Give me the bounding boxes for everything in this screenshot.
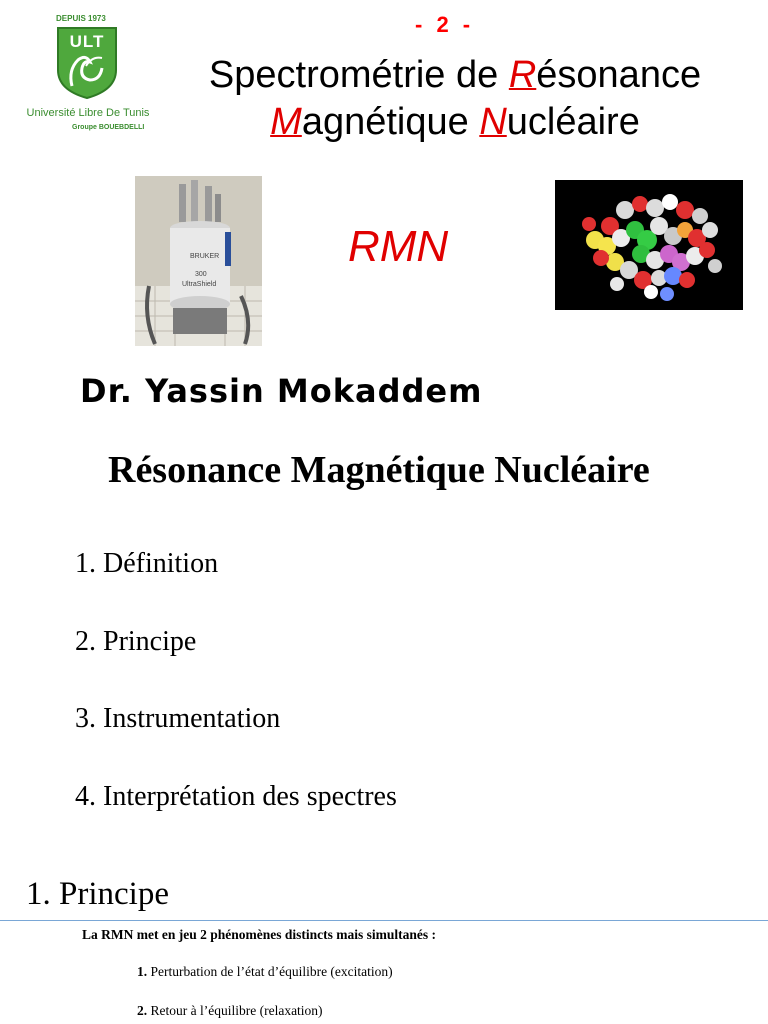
page-number: - 2 - (415, 12, 475, 37)
title-highlight-r: R (508, 54, 537, 96)
principe-intro: La RMN met en jeu 2 phénomènes distincts mais simultanés : (82, 927, 436, 942)
logo-shield-text: ULT (69, 32, 105, 51)
principe-heading: 1. Principe (26, 876, 169, 912)
toc-item: 2. Principe (75, 626, 197, 657)
title-line-2: Magnétique Nucléaire (270, 101, 640, 143)
title-highlight-n: N (479, 101, 507, 143)
section-title: Résonance Magnétique Nucléaire (108, 449, 650, 491)
logo-university-name: Université Libre De Tunis (26, 107, 150, 119)
magnet-name-label: UltraShield (182, 281, 217, 288)
principe-point-2: 2. Retour à l’équilibre (relaxation) (137, 1003, 323, 1018)
divider (0, 920, 768, 921)
acronym-rmn: RMN (348, 222, 449, 271)
molecule-image (555, 180, 743, 310)
university-logo (18, 14, 158, 149)
protein-structure-image (555, 180, 743, 310)
author-name: Dr. Yassin Mokaddem (80, 372, 483, 410)
principe-point-1: 1. Perturbation de l’état d’équilibre (excitation) (137, 964, 393, 979)
toc-item: 3. Instrumentation (75, 703, 281, 734)
magnet-brand-label: BRUKER (190, 253, 220, 260)
title-line-1: Spectrométrie de Résonance (208, 54, 702, 96)
nmr-magnet-photo (135, 176, 262, 346)
logo-since: DEPUIS 1973 (56, 14, 106, 23)
toc-item: 4. Interprétation des spectres (75, 781, 397, 812)
title-highlight-m: M (270, 101, 302, 143)
magnet-model-label: 300 (195, 271, 207, 278)
toc-item: 1. Définition (75, 548, 219, 579)
page-title (150, 52, 760, 146)
nmr-magnet-image (135, 176, 262, 346)
logo-group-name: Groupe BOUEBDELLI (72, 124, 145, 131)
